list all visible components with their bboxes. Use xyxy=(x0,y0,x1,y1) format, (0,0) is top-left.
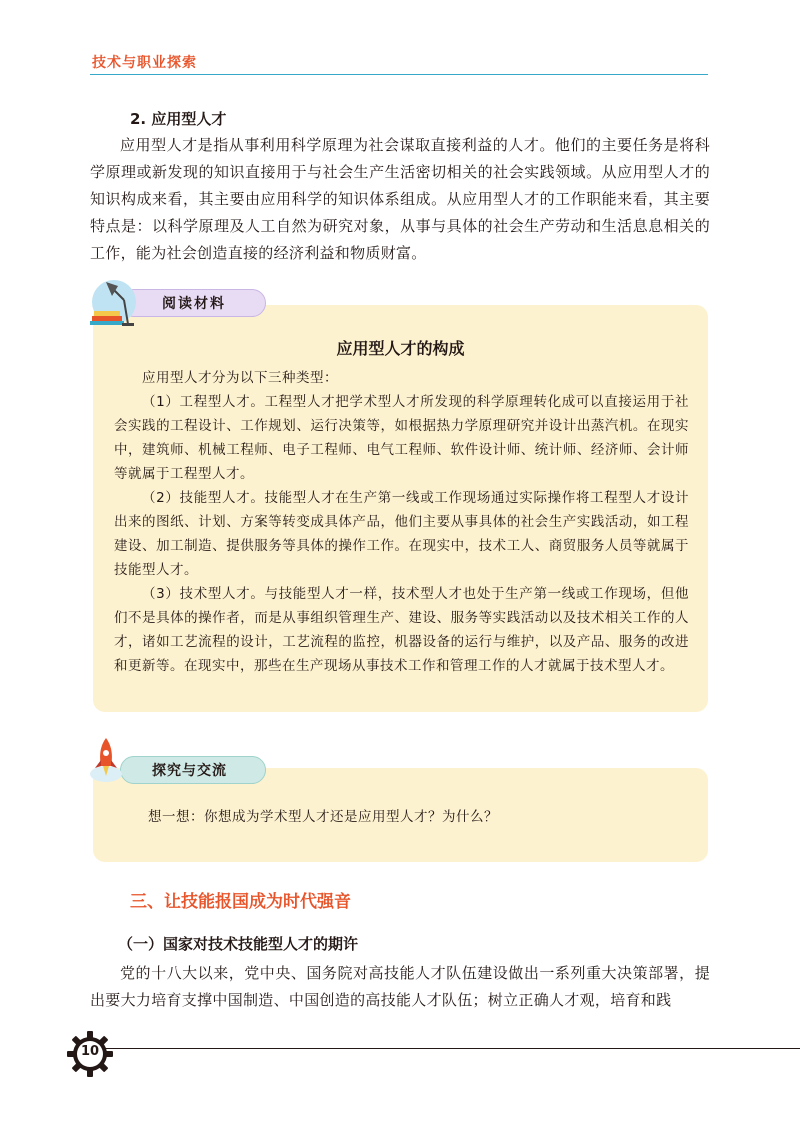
reading-paragraph-technical: （3）技术型人才。与技能型人才一样，技术型人才也处于生产第一线或工作现场，但他们不是具体的操作者，而是从事组织管理生产、建设、服务等实践活动以及技术相关工作的人才，诸如工艺流程的设计，工艺流程的监控，机器设备的运行与维护，以及产品、服务的改进和更新等。在现实中，那些在生产现场从事技术工作和管理工作的人才就属于技术型人才。 xyxy=(114,586,689,674)
reading-paragraph-skilled: （2）技能型人才。技能型人才在生产第一线或工作现场通过实际操作将工程型人才设计出来的图纸、计划、方案等转变成具体产品，他们主要从事具体的社会生产实践活动，如工程建设、加工制造、提供服务等具体的操作工作。在现实中，技术工人、商贸服务人员等就属于技能型人才。 xyxy=(114,490,689,578)
section-heading: 三、让技能报国成为时代强音 xyxy=(130,892,351,912)
desk-lamp-books-icon xyxy=(84,278,140,328)
footer-divider xyxy=(100,1048,800,1049)
page-number: 10 xyxy=(80,1044,100,1059)
section-subheading: （一）国家对技术技能型人才的期许 xyxy=(118,935,359,953)
reading-material-label: 阅读材料 xyxy=(162,296,226,312)
section-subheading: 2. 应用型人才 xyxy=(130,110,227,128)
reading-title: 应用型人才的构成 xyxy=(336,339,465,358)
body-paragraph: 党的十八大以来，党中央、国务院对高技能人才队伍建设做出一系列重大决策部署，提出要大力培育支撑中国制造、中国创造的高技能人才队伍；树立正确人才观，培育和践 xyxy=(90,964,710,1009)
reading-intro: 应用型人才分为以下三种类型： xyxy=(142,370,338,386)
reading-paragraph-engineering: （1）工程型人才。工程型人才把学术型人才所发现的科学原理转化成可以直接运用于社会实践的工程设计、工作规划、运行决策等，如根据热力学原理研究并设计出蒸汽机。在现实中，建筑师、机械工程师、电子工程师、电气工程师、软件设计师、统计师、经济师、会计师等就属于工程型人才。 xyxy=(114,394,689,482)
body-paragraph: 应用型人才是指从事利用科学原理为社会谋取直接利益的人才。他们的主要任务是将科学原理或新发现的知识直接用于与社会生产生活密切相关的社会实践领域。从应用型人才的知识构成来看，其主要由应用科学的知识体系组成。从应用型人才的工作职能来看，其主要特点是：以科学原理及人工自然为研究对象，从事与具体的社会生产劳动和生活息息相关的工作，能为社会创造直接的经济利益和物质财富。 xyxy=(90,136,710,262)
rocket-icon xyxy=(86,736,126,784)
explore-question: 想一想：你想成为学术型人才还是应用型人才？为什么？ xyxy=(148,809,498,825)
explore-discuss-label: 探究与交流 xyxy=(152,763,227,779)
running-header: 技术与职业探索 xyxy=(92,55,197,71)
header-divider xyxy=(90,74,708,75)
